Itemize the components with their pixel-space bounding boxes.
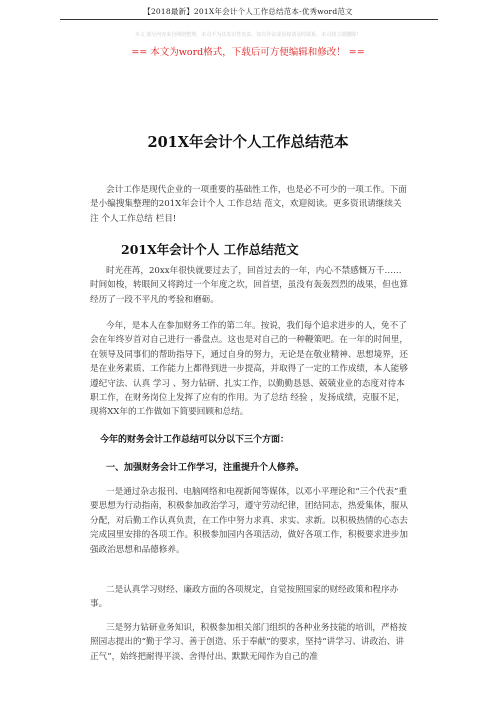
- paragraph-3: 一是通过杂志报刊、电脑网络和电视新闻等媒体，以邓小平理论和“三个代表”重要思想为行动指南，积极参加政治学习，遵守劳动纪律，团结同志，热爱集体，服从分配，对后勤工作认真负责，在工作中努力求真、求实、求新。以积极热情的心态去完成园里安排的各项工作。积极参加园内各项活动，做好各项工作，积极要求进步加强政治思想和品德修养。: [90, 487, 408, 555]
- header-divider: [60, 19, 438, 20]
- paragraph-1: 时光荏苒，20xx年很快就要过去了，回首过去的一年，内心不禁感慨万千……时间如梭，转眼间又将跨过一个年度之坎，回首望，虽没有轰轰烈烈的战果，但也算经历了一段不平凡的考验和磨砺。: [90, 266, 408, 305]
- paragraph-2: 今年，是本人在参加财务工作的第二年。按说，我们每个追求进步的人，免不了会在年终岁首对自己进行一番盘点。这也是对自己的一种鞭策吧。在一年的时间里，在领导及同事们的帮助指导下，通过自身的努力，无论是在敬业精神、思想境界，还是在业务素质、工作能力上都得到进一步提高，并取得了一定的工作成绩，本人能够遵纪守法、认真 学习 、努力钻研、扎实工作，以勤勤恳恳、兢兢业业的态度对待本职工作，在财务岗位上发挥了应有的作用。为了总结 经验 ，发扬成绩，克服不足，现将XX年的工作做如下简要回顾和总结。: [90, 321, 408, 418]
- aspects-heading: 今年的财务会计工作总结可以分以下三个方面：: [100, 435, 290, 445]
- section-subtitle: 201X年会计个人 工作总结范文: [121, 242, 299, 257]
- page-header-title: 【2018最新】201X年会计个人工作总结范本-优秀word范文: [143, 7, 353, 16]
- disclaimer-text: 本文 部分内容来自网络整理，本司不为其真实性负责，如有异议或侵权请及时联系，本司将立即删除！: [134, 32, 362, 38]
- document-title: 201X年会计个人工作总结范本: [147, 134, 349, 151]
- paragraph-5: 三是努力钻研业务知识，积极参加相关部门组织的各种业务技能的培训，严格按照园志提出的“勤于学习、善于创造、乐于奉献”的要求，坚持“讲学习、讲政治、讲正气”，始终把耐得平淡、舍得付出、默默无闻作为自己的准: [90, 623, 407, 662]
- section-1-heading: 一、加强财务会计工作学习，注重提升个人修养。: [106, 463, 305, 473]
- intro-paragraph: 会计工作是现代企业的一项重要的基础性工作，也是必不可少的一项工作。下面是小编搜集整理的201X年会计个人 工作总结 范文，欢迎阅读。更多资讯请继续关注 个人工作总结 栏目!: [90, 185, 407, 224]
- paragraph-4: 二是认真学习财经、廉政方面的各项规定，自觉按照国家的财经政策和程序办事。: [90, 585, 399, 610]
- word-format-notice: == 本文为word格式，下载后可方便编辑和修改！ ==: [131, 47, 365, 58]
